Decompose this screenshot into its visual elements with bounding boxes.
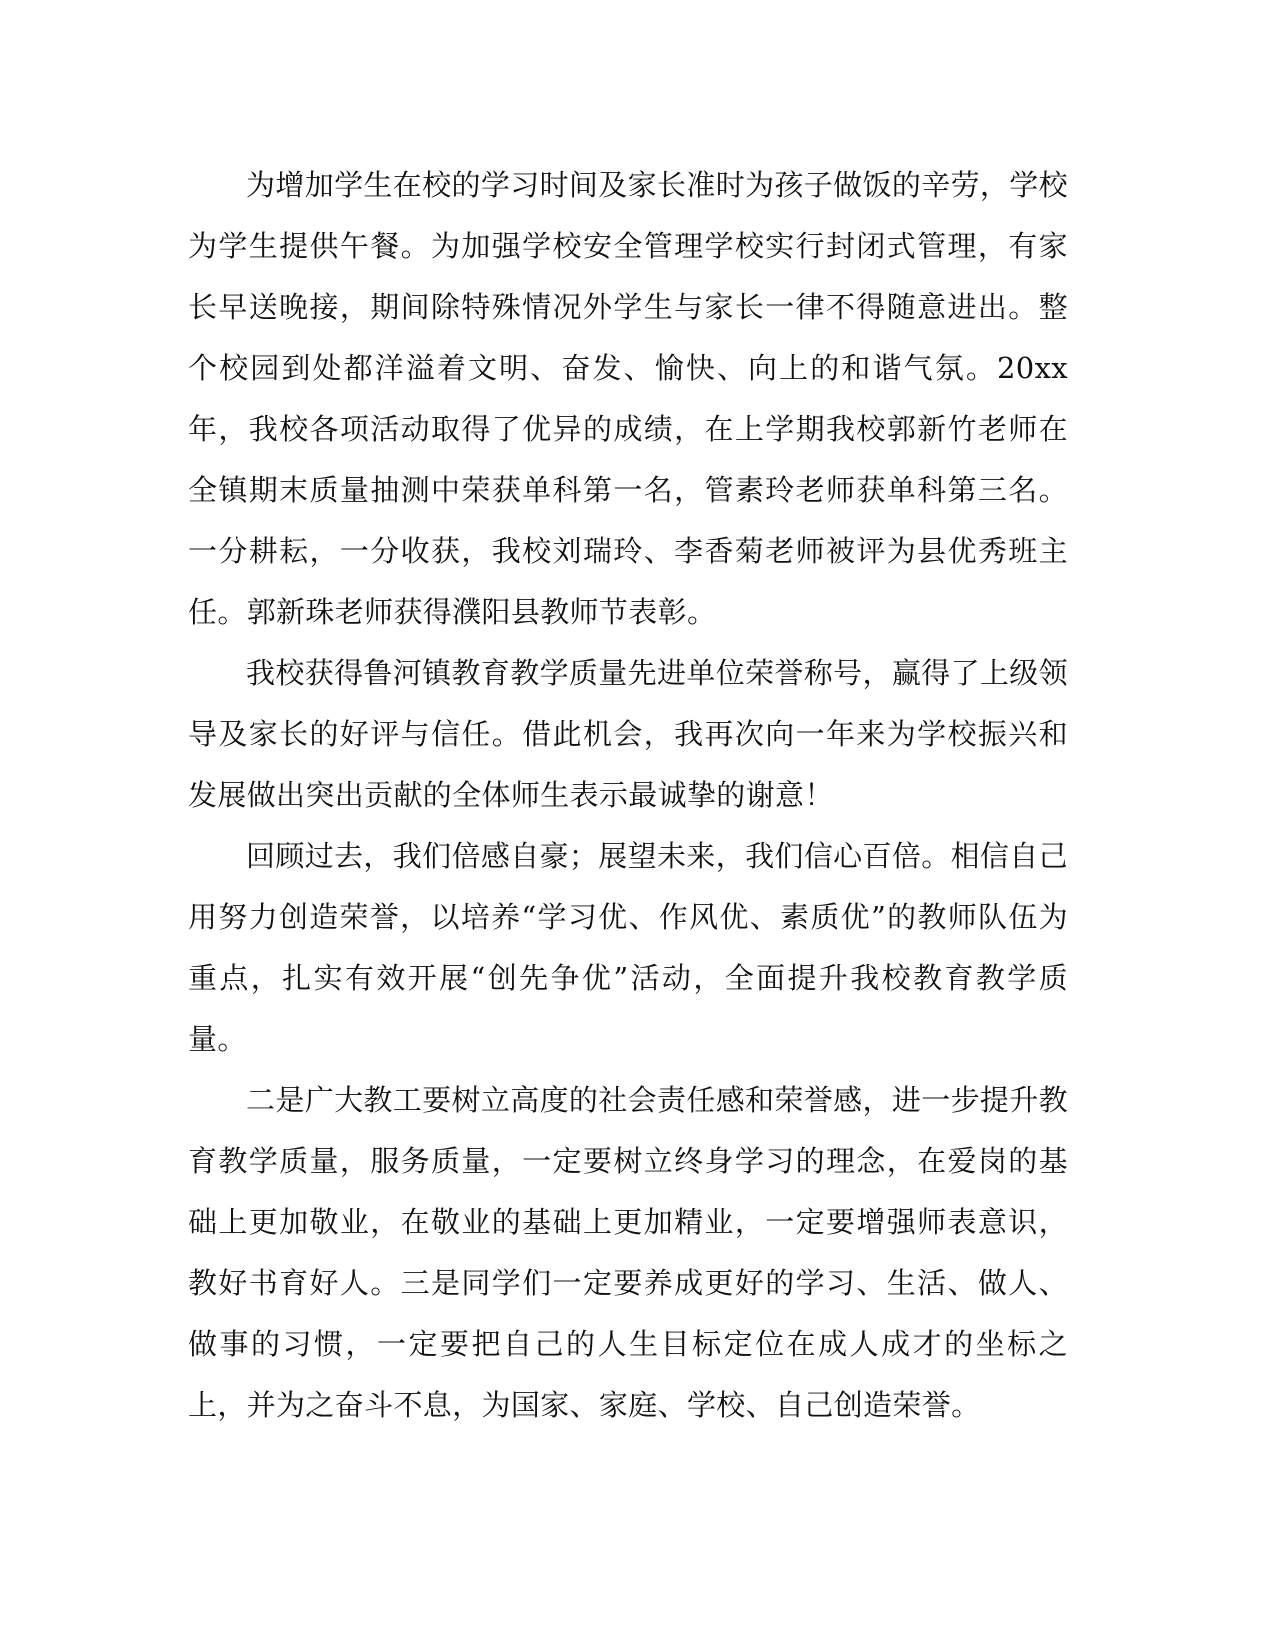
paragraph-3: 回顾过去，我们倍感自豪；展望未来，我们信心百倍。相信自己用努力创造荣誉，以培养“学习优、作风优、素质优”的教师队伍为重点，扎实有效开展“创先争优”活动，全面提升我校教育教学质量。 [188, 839, 1068, 1056]
paragraph-4: 二是广大教工要树立高度的社会责任感和荣誉感，进一步提升教育教学质量，服务质量，一定要树立终身学习的理念，在爱岗的基础上更加敬业，在敬业的基础上更加精业，一定要增强师表意识，教好书育好人。三是同学们一定要养成更好的学习、生活、做人、做事的习惯，一定要把自己的人生目标定位在成人成才的坐标之上，并为之奋斗不息，为国家、家庭、学校、自己创造荣誉。 [188, 1083, 1068, 1422]
paragraph-2: 我校获得鲁河镇教育教学质量先进单位荣誉称号，赢得了上级领导及家长的好评与信任。借此机会，我再次向一年来为学校振兴和发展做出突出贡献的全体师生表示最诚挚的谢意！ [188, 656, 1068, 812]
document-body [188, 155, 1068, 1436]
paragraph-1: 为增加学生在校的学习时间及家长准时为孩子做饭的辛劳，学校为学生提供午餐。为加强学校安全管理学校实行封闭式管理，有家长早送晚接，期间除特殊情况外学生与家长一律不得随意进出。整个校园到处都洋溢着文明、奋发、愉快、向上的和谐气氛。20xx 年，我校各项活动取得了优异的成绩，在上学期我校郭新竹老师在全镇期末质量抽测中荣获单科第一名，管素玲老师获单科第三名。一分耕耘，一分收获，我校刘瑞玲、李香菊老师被评为县优秀班主任。郭新珠老师获得濮阳县教师节表彰。 [188, 168, 1068, 629]
